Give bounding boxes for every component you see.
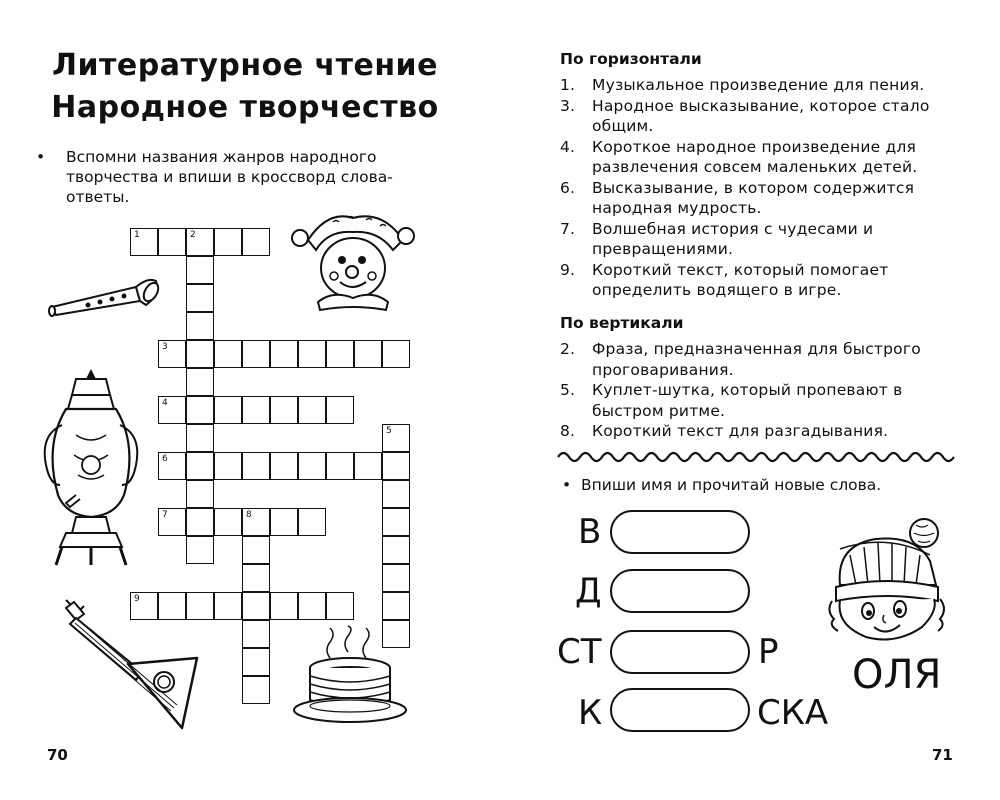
crossword-cell[interactable] xyxy=(382,452,410,480)
clue-text: Музыкальное произведение для пения. xyxy=(592,76,925,94)
page-title-topic: Народное творчество xyxy=(51,90,439,125)
across-heading: По горизонтали xyxy=(560,50,702,68)
crossword-cell[interactable] xyxy=(242,508,270,536)
samovar-icon xyxy=(36,365,146,570)
wavy-divider xyxy=(558,446,954,468)
clue-number: 7. xyxy=(560,219,576,238)
name-input-box[interactable] xyxy=(610,569,750,613)
crossword-cell[interactable] xyxy=(186,396,214,424)
clue-item xyxy=(560,380,960,421)
clue-text: Куплет-шутка, который пропевают в быстром ритме. xyxy=(592,381,903,420)
crossword-cell[interactable] xyxy=(214,396,242,424)
crossword-cell[interactable] xyxy=(186,424,214,452)
clue-number-label: 8 xyxy=(246,510,252,520)
crossword-cell[interactable] xyxy=(130,228,158,256)
clue-item xyxy=(560,178,960,219)
word-prefix: В xyxy=(578,512,602,552)
clue-number-label: 4 xyxy=(162,398,168,408)
crossword-cell[interactable] xyxy=(326,396,354,424)
crossword-cell[interactable] xyxy=(242,536,270,564)
clue-number: 5. xyxy=(560,381,576,399)
crossword-cell[interactable] xyxy=(326,452,354,480)
clue-number-label: 9 xyxy=(134,594,140,604)
down-heading: По вертикали xyxy=(560,314,684,332)
crossword-cell[interactable] xyxy=(382,536,410,564)
clue-text: Короткий текст для разгадывания. xyxy=(592,422,889,440)
clue-number-label: 3 xyxy=(162,342,168,352)
clue-item xyxy=(560,96,960,137)
clue-item xyxy=(560,219,960,260)
crossword-cell[interactable] xyxy=(298,508,326,536)
crossword-cell[interactable] xyxy=(270,508,298,536)
crossword-cell[interactable] xyxy=(242,592,270,620)
instruction-text: Впиши имя и прочитай новые слова. xyxy=(581,476,882,494)
clue-item xyxy=(560,137,960,178)
word-prefix: К xyxy=(578,693,603,733)
clue-number-label: 5 xyxy=(386,426,392,436)
clue-number: 4. xyxy=(560,137,576,156)
crossword-cell[interactable] xyxy=(298,452,326,480)
pancakes-icon xyxy=(290,628,410,733)
crossword-cell[interactable] xyxy=(158,396,186,424)
name-input-box[interactable] xyxy=(610,510,750,554)
crossword-cell[interactable] xyxy=(186,508,214,536)
clue-number: 2. xyxy=(560,340,576,358)
crossword-cell[interactable] xyxy=(326,592,354,620)
crossword-cell[interactable] xyxy=(214,508,242,536)
page-number-right: 71 xyxy=(932,746,953,764)
clue-number: 6. xyxy=(560,178,576,197)
clue-number: 8. xyxy=(560,422,576,440)
clue-text: Короткий текст, который помогает определить водящего в игре. xyxy=(592,260,889,299)
crossword-cell[interactable] xyxy=(242,648,270,676)
crossword-cell[interactable] xyxy=(242,452,270,480)
crossword-cell[interactable] xyxy=(354,452,382,480)
balalaika-icon xyxy=(62,600,207,740)
crossword-cell[interactable] xyxy=(270,396,298,424)
crossword-cell[interactable] xyxy=(382,564,410,592)
crossword-cell[interactable] xyxy=(186,340,214,368)
name-input-box[interactable] xyxy=(610,630,750,674)
instruction-text: Вспомни названия жанров народного творчества и впиши в кроссворд слова-ответы. xyxy=(66,148,393,206)
crossword-cell[interactable] xyxy=(298,340,326,368)
crossword-cell[interactable] xyxy=(270,592,298,620)
crossword-cell[interactable] xyxy=(242,676,270,704)
clue-text: Народное высказывание, которое стало общим. xyxy=(592,96,930,135)
crossword-cell[interactable] xyxy=(382,424,410,452)
crossword-cell[interactable] xyxy=(298,592,326,620)
crossword-cell[interactable] xyxy=(242,564,270,592)
crossword-cell[interactable] xyxy=(242,620,270,648)
crossword-cell[interactable] xyxy=(270,340,298,368)
crossword-cell[interactable] xyxy=(242,396,270,424)
word-prefix: Д xyxy=(575,571,602,611)
crossword-cell[interactable] xyxy=(298,396,326,424)
crossword-cell[interactable] xyxy=(242,340,270,368)
crossword-cell[interactable] xyxy=(158,452,186,480)
crossword-cell[interactable] xyxy=(186,284,214,312)
page-number-left: 70 xyxy=(47,746,68,764)
crossword-cell[interactable] xyxy=(186,256,214,284)
down-clue-list xyxy=(560,339,960,442)
crossword-cell[interactable] xyxy=(270,452,298,480)
crossword-cell[interactable] xyxy=(382,508,410,536)
clue-text: Высказывание, в котором содержится народная мудрость. xyxy=(592,178,915,217)
crossword-cell[interactable] xyxy=(214,592,242,620)
crossword-cell[interactable] xyxy=(214,228,242,256)
clue-text: Короткое народное произведение для развлечения совсем маленьких детей. xyxy=(592,137,918,176)
crossword-cell[interactable] xyxy=(326,340,354,368)
word-suffix: Р xyxy=(758,632,779,672)
crossword-cell[interactable] xyxy=(186,536,214,564)
page-title-subject: Литературное чтение xyxy=(52,48,438,83)
name-instruction xyxy=(562,475,881,495)
clue-number-label: 2 xyxy=(190,230,196,240)
jester-icon xyxy=(288,210,418,315)
crossword-cell[interactable] xyxy=(158,508,186,536)
clue-text: Фраза, предназначенная для быстрого проговаривания. xyxy=(592,340,921,379)
crossword-cell[interactable] xyxy=(382,592,410,620)
child-name: ОЛЯ xyxy=(852,652,942,698)
clue-text: Волшебная история с чудесами и превращениями. xyxy=(592,219,874,258)
clue-number-label: 1 xyxy=(134,230,140,240)
clue-item xyxy=(560,339,960,380)
clue-number-label: 7 xyxy=(162,510,168,520)
clue-number: 9. xyxy=(560,260,576,279)
clue-item xyxy=(560,260,960,301)
crossword-cell[interactable] xyxy=(214,340,242,368)
crossword-cell[interactable] xyxy=(186,480,214,508)
word-suffix: СКА xyxy=(757,693,829,733)
child-in-hat-icon xyxy=(826,515,956,645)
name-input-box[interactable] xyxy=(610,688,750,732)
clue-item xyxy=(560,421,960,442)
crossword-cell[interactable] xyxy=(382,480,410,508)
crossword-cell[interactable] xyxy=(158,340,186,368)
word-prefix: СТ xyxy=(557,632,602,672)
clue-number-label: 6 xyxy=(162,454,168,464)
bullet: • xyxy=(36,148,46,166)
crossword-cell[interactable] xyxy=(186,452,214,480)
crossword-cell[interactable] xyxy=(158,228,186,256)
clue-number: 1. xyxy=(560,76,576,94)
clue-number: 3. xyxy=(560,96,576,115)
bullet: • xyxy=(562,476,572,494)
crossword-cell[interactable] xyxy=(242,228,270,256)
across-clue-list xyxy=(560,75,960,301)
flute-icon xyxy=(48,275,163,320)
crossword-cell[interactable] xyxy=(354,340,382,368)
crossword-cell[interactable] xyxy=(186,312,214,340)
clue-item xyxy=(560,75,960,96)
crossword-cell[interactable] xyxy=(214,452,242,480)
crossword-cell[interactable] xyxy=(382,340,410,368)
crossword-cell[interactable] xyxy=(186,368,214,396)
crossword-cell[interactable] xyxy=(186,228,214,256)
